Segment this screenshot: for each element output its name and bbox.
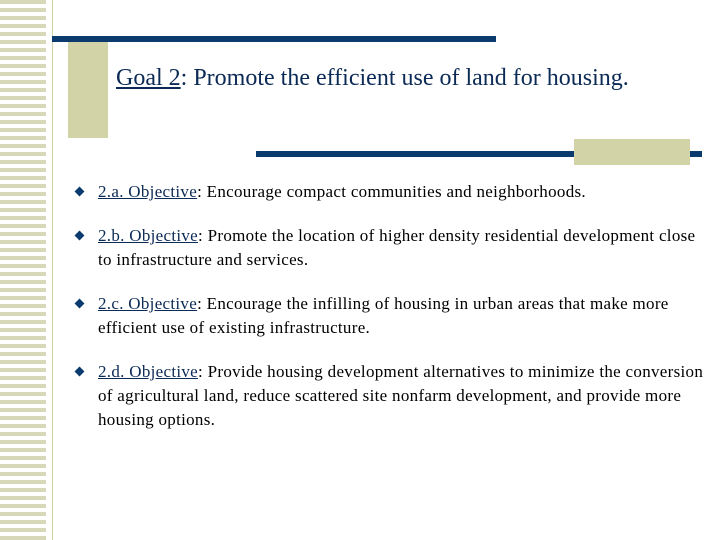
objective-list: [74, 180, 704, 432]
diamond-bullet-icon: [75, 187, 85, 197]
objective-item: [74, 224, 704, 272]
goal-text: : Promote the efficient use of land for housing.: [180, 65, 629, 91]
objective-text: : Encourage the infilling of housing in urban areas that make more efficient use of existing infrastructure.: [98, 294, 669, 337]
title-accent-block: [68, 38, 108, 138]
objective-item: [74, 292, 704, 340]
diamond-bullet-icon: [75, 367, 85, 377]
diamond-bullet-icon: [75, 299, 85, 309]
rule-accent-block: [574, 139, 690, 165]
objective-text: : Encourage compact communities and neighborhoods.: [197, 182, 586, 201]
objective-label: 2.d. Objective: [98, 362, 199, 381]
decorative-stripes: [0, 0, 52, 540]
objective-item: [74, 360, 704, 432]
objective-text: : Provide housing development alternatives to minimize the conversion of agricultural land, reduce scattered site nonfarm development, and provide more housing options.: [98, 362, 704, 429]
diamond-bullet-icon: [75, 231, 85, 241]
objective-label: 2.a. Objective: [98, 182, 198, 201]
slide-title: [116, 64, 676, 92]
objective-label: 2.b. Objective: [98, 226, 199, 245]
objective-text: : Promote the location of higher density residential development close to infrastructure and services.: [98, 226, 696, 269]
goal-label: Goal 2: [116, 65, 181, 91]
left-divider: [52, 0, 53, 540]
top-rule: [52, 36, 496, 42]
objective-item: [74, 180, 704, 204]
objective-label: 2.c. Objective: [98, 294, 198, 313]
